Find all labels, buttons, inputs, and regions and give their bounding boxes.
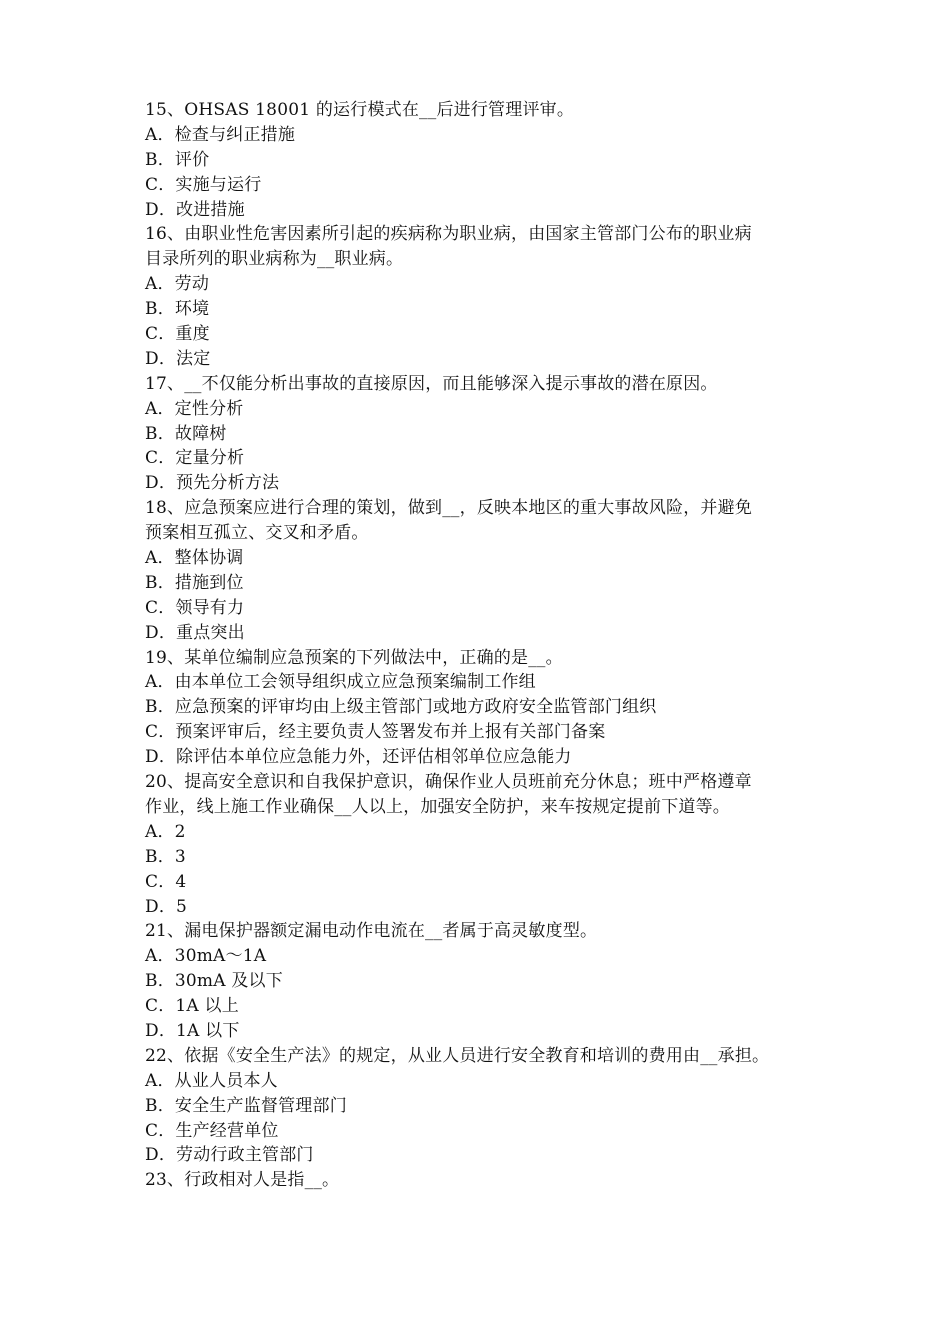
question-20-option-c: C．4 [145, 871, 187, 892]
question-18-option-a: A．整体协调 [145, 548, 244, 569]
question-16-option-a: A．劳动 [145, 274, 210, 295]
question-list [145, 98, 815, 1193]
question-16-stem: 16、由职业性危害因素所引起的疾病称为职业病，由国家主管部门公布的职业病 [145, 224, 752, 245]
question-22-option-a: A．从业人员本人 [145, 1070, 278, 1091]
question-16-option-c: C．重度 [145, 324, 210, 345]
question-15-stem: 15、OHSAS 18001 的运行模式在__后进行管理评审。 [145, 100, 575, 120]
question-18-stem-cont: 预案相互孤立、交叉和矛盾。 [145, 523, 369, 544]
question-16-option-d: D．法定 [145, 348, 211, 369]
question-20-option-d: D．5 [145, 896, 188, 917]
question-22-stem: 22、依据《安全生产法》的规定，从业人员进行安全教育和培训的费用由__承担。 [145, 1045, 770, 1066]
question-17-option-a: A．定性分析 [145, 398, 244, 419]
question-21-option-b: B．30mA 及以下 [145, 971, 283, 992]
question-15-option-a: A．检查与纠正措施 [145, 124, 296, 145]
question-21-option-d: D．1A 以下 [145, 1020, 240, 1041]
question-19-option-b: B．应急预案的评审均由上级主管部门或地方政府安全监管部门组织 [145, 697, 657, 718]
question-22-option-d: D．劳动行政主管部门 [145, 1145, 314, 1166]
question-15-option-c: C．实施与运行 [145, 174, 262, 195]
question-20-option-b: B．3 [145, 846, 186, 867]
question-21-option-c: C．1A 以上 [145, 996, 239, 1017]
question-20-stem: 20、提高安全意识和自我保护意识，确保作业人员班前充分休息；班中严格遵章 [145, 772, 752, 793]
question-22-option-c: C．生产经营单位 [145, 1120, 279, 1141]
question-17-option-c: C．定量分析 [145, 448, 245, 469]
question-18-option-d: D．重点突出 [145, 622, 245, 643]
question-22-option-b: B．安全生产监督管理部门 [145, 1095, 347, 1116]
question-16-option-b: B．环境 [145, 299, 210, 320]
question-17-stem: 17、__不仅能分析出事故的直接原因，而且能够深入提示事故的潜在原因。 [145, 373, 718, 394]
question-17-option-d: D．预先分析方法 [145, 473, 280, 494]
question-21-option-a: A．30mA～1A [145, 946, 267, 967]
question-19-stem: 19、某单位编制应急预案的下列做法中，正确的是__。 [145, 647, 563, 668]
question-17-option-b: B．故障树 [145, 423, 227, 444]
question-18-option-b: B．措施到位 [145, 572, 244, 593]
question-21-stem: 21、漏电保护器额定漏电动作电流在__者属于高灵敏度型。 [145, 921, 598, 942]
question-19-option-a: A．由本单位工会领导组织成立应急预案编制工作组 [145, 672, 536, 693]
question-19-option-d: D．除评估本单位应急能力外，还评估相邻单位应急能力 [145, 747, 572, 768]
question-20-stem-cont: 作业，线上施工作业确保__人以上，加强安全防护，来车按规定提前下道等。 [145, 796, 730, 817]
question-23-stem: 23、行政相对人是指__。 [145, 1170, 340, 1191]
question-15-option-b: B．评价 [145, 149, 210, 170]
question-18-stem: 18、应急预案应进行合理的策划，做到__，反映本地区的重大事故风险，并避免 [145, 498, 753, 519]
question-19-option-c: C．预案评审后，经主要负责人签署发布并上报有关部门备案 [145, 722, 606, 743]
question-18-option-c: C．领导有力 [145, 597, 245, 618]
question-16-stem-cont: 目录所列的职业病称为__职业病。 [145, 249, 404, 270]
question-15-option-d: D．改进措施 [145, 199, 245, 220]
question-20-option-a: A．2 [145, 821, 186, 842]
